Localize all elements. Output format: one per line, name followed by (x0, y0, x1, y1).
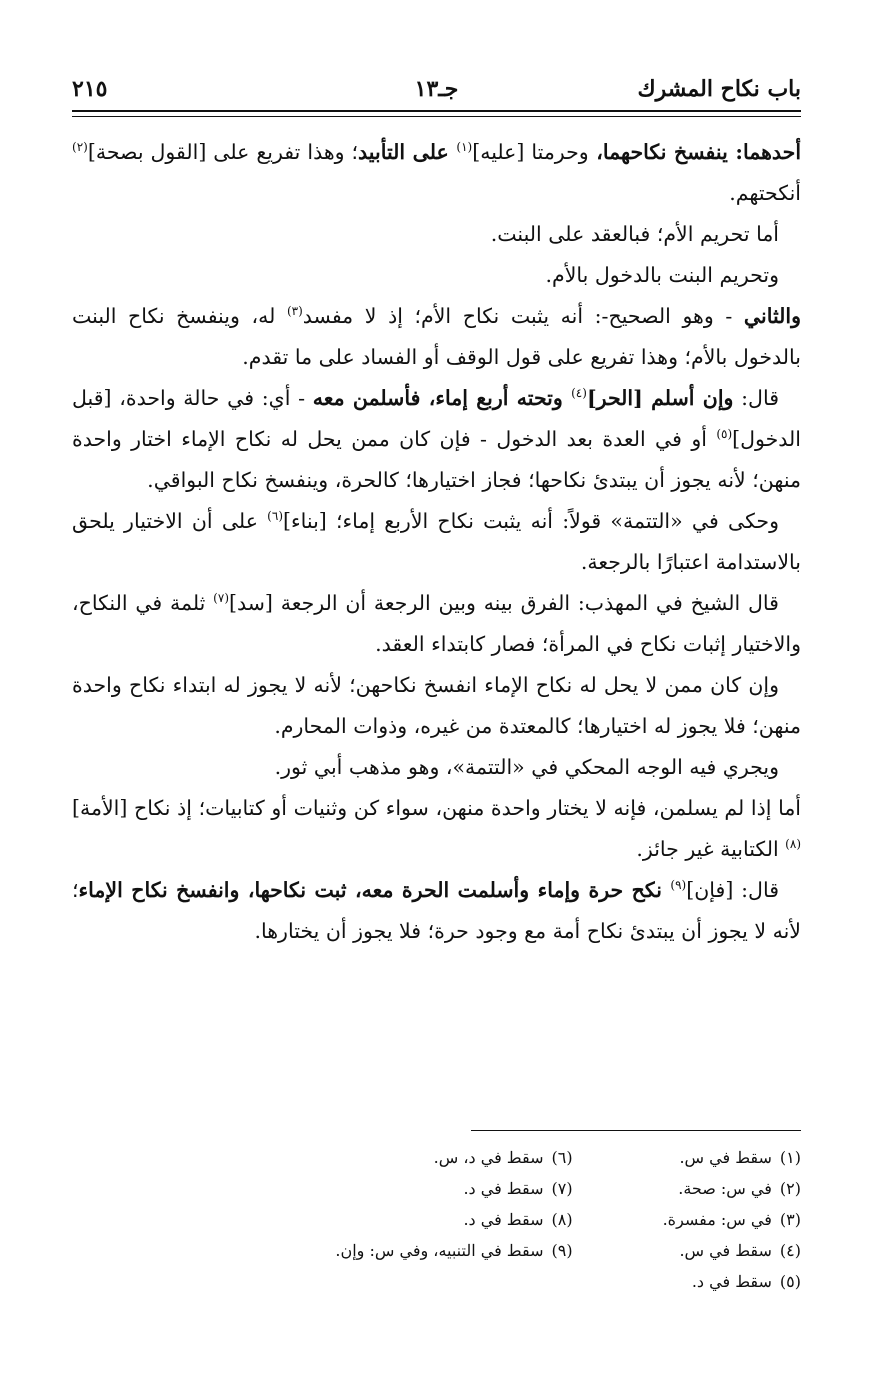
text-run: وحكى في «التتمة» قولاً: أنه يثبت نكاح الأربع إماء؛ [بناء] (283, 509, 779, 533)
paragraph: ويجري فيه الوجه المحكي في «التتمة»، وهو مذهب أبي ثور. (274, 755, 779, 779)
footnote (335, 1173, 572, 1204)
footnote-ref: (١) (456, 140, 473, 155)
footnote-number: (٦) (551, 1148, 573, 1167)
footnote-ref: (٣) (286, 304, 303, 319)
footnote (663, 1142, 801, 1173)
volume-label: جـ١٣ (414, 76, 459, 102)
paragraph (72, 132, 801, 214)
text-run: أنكحتهم. (729, 181, 801, 205)
text-run: نكح حرة وإماء وأسلمت الحرة معه، ثبت نكاحها، وانفسخ نكاح الإماء (78, 878, 671, 902)
footnote-text: سقط في س. (679, 1148, 772, 1167)
text-run: قال: [فإن] (686, 878, 779, 902)
text-run: قال: (733, 386, 779, 410)
footnote-number: (٩) (551, 1241, 573, 1260)
header-rule (72, 110, 801, 117)
footnote (663, 1173, 801, 1204)
text-run: أحدهما: ينفسخ نكاحهما، (588, 140, 802, 164)
text-run: وحرمتا [عليه] (472, 140, 589, 164)
footnote-rule (471, 1130, 801, 1131)
footnote-text: سقط في س. (679, 1241, 772, 1260)
main-text (72, 132, 801, 952)
text-run: ؛ لأنه لا يجوز أن يبتدئ نكاح أمة مع وجود حرة؛ فلا يجوز أن يختارها. (72, 878, 801, 943)
text-run: أو في العدة بعد الدخول - فإن كان ممن يحل له نكاح الإماء اختار واحدة منهن؛ لأنه يجوز أن يبتدئ نكاحها؛ فجاز اختيارها؛ كالحرة، وينفسخ نكاح البواقي. (72, 427, 801, 492)
paragraph: وتحريم البنت بالدخول بالأم. (545, 263, 779, 287)
footnote-text: سقط في د. (463, 1210, 544, 1229)
footnote-number: (٥) (779, 1272, 801, 1291)
footnote-number: (٨) (551, 1210, 573, 1229)
footnote (335, 1235, 572, 1266)
text-run: قال الشيخ في المهذب: الفرق بينه وبين الرجعة أن الرجعة [سد] (229, 591, 779, 615)
footnote (335, 1204, 572, 1235)
footnote (663, 1204, 801, 1235)
footnote-ref: (٨) (785, 837, 801, 852)
footnote-number: (٤) (779, 1241, 801, 1260)
footnote-ref: (٧) (213, 591, 229, 606)
footnote-ref: (٥) (716, 427, 733, 442)
footnotes-right-column (663, 1142, 801, 1297)
text-run: الكتابية غير جائز. (636, 837, 786, 861)
footnote-number: (٣) (779, 1210, 801, 1229)
paragraph (72, 378, 801, 501)
footnote-number: (١) (779, 1148, 801, 1167)
footnote-text: في س: صحة. (678, 1179, 772, 1198)
paragraph (72, 788, 801, 870)
paragraph: أما تحريم الأم؛ فبالعقد على البنت. (490, 222, 779, 246)
text-run: على التأبيد (358, 140, 457, 164)
footnote-text: سقط في التنبيه، وفي س: وإن. (335, 1241, 544, 1260)
footnotes (100, 1142, 801, 1297)
text-run: ؛ وهذا تفريع على [القول بصحة] (87, 140, 359, 164)
paragraph (72, 501, 801, 583)
text-run: على أن الاختيار يلحق بالاستدامة اعتبارًا بالرجعة. (72, 509, 801, 574)
footnote (335, 1142, 572, 1173)
footnote-text: سقط في د، س. (433, 1148, 544, 1167)
text-run: له، وينفسخ نكاح البنت بالدخول بالأم؛ وهذا تفريع على قول الوقف أو الفساد على ما تقدم. (72, 304, 801, 369)
chapter-title: باب نكاح المشرك (637, 76, 801, 102)
text-run: - أي: في حالة واحدة، [قبل الدخول] (72, 386, 801, 451)
footnote-ref: (٦) (267, 509, 283, 524)
footnote-text: في س: مفسرة. (662, 1210, 772, 1229)
footnote (663, 1266, 801, 1297)
text-run: والثاني (743, 304, 801, 328)
footnote-ref: (٢) (72, 140, 88, 155)
footnote-ref: (٩) (670, 878, 687, 893)
text-run: - وهو الصحيح-: أنه يثبت نكاح الأم؛ إذ لا مفسد (302, 304, 744, 328)
footnote-number: (٢) (779, 1179, 801, 1198)
paragraph: وإن كان ممن لا يحل له نكاح الإماء انفسخ نكاحهن؛ لأنه لا يجوز له ابتداء نكاح واحدة منهن؛ فلا يجوز له اختيارها؛ كالمعتدة من غيره، وذوات المحارم. (72, 673, 801, 738)
text-run: ثلمة في النكاح، والاختيار إثبات نكاح في المرأة؛ فصار كابتداء العقد. (72, 591, 801, 656)
footnote-number: (٧) (551, 1179, 573, 1198)
footnote-ref: (٤) (571, 386, 587, 401)
footnotes-left-column (335, 1142, 572, 1297)
footnote-text: سقط في د. (463, 1179, 544, 1198)
page-header (72, 62, 801, 102)
paragraph (72, 583, 801, 665)
footnote (663, 1235, 801, 1266)
page-number: ٢١٥ (72, 76, 108, 102)
text-run: أما إذا لم يسلمن، فإنه لا يختار واحدة منهن، سواء كن وثنيات أو كتابيات؛ إذ نكاح [الأمة] (72, 796, 801, 820)
text-run: وإن أسلم [الحر] (586, 386, 734, 410)
paragraph (72, 870, 801, 952)
paragraph (72, 296, 801, 378)
text-run: وتحته أربع إماء، فأسلمن معه (312, 386, 572, 410)
footnote-text: سقط في د. (691, 1272, 772, 1291)
